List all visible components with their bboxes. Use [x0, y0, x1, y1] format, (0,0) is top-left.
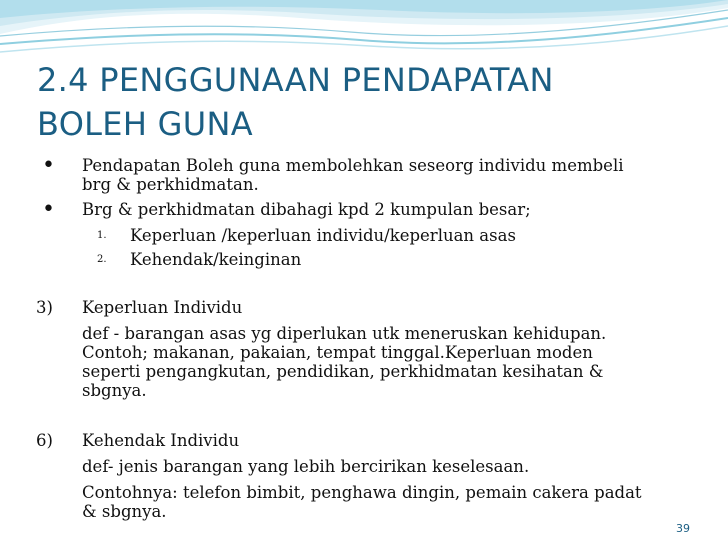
- list-number: 1.: [97, 230, 107, 241]
- section-line: seperti pengangkutan, pendidikan, perkhidmatan kesihatan &: [82, 362, 604, 381]
- slide-title: [37, 58, 677, 146]
- section-heading: Kehendak Individu: [82, 431, 240, 450]
- numbered-item-text: Kehendak/keinginan: [130, 250, 302, 269]
- bullet-text-line: Brg & perkhidmatan dibahagi kpd 2 kumpulan besar;: [82, 200, 531, 219]
- bullet-icon: •: [42, 153, 55, 178]
- section-line: Contoh; makanan, pakaian, tempat tinggal.Keperluan moden: [82, 343, 593, 362]
- title-line-2: BOLEH GUNA: [37, 105, 253, 143]
- section-line: & sbgnya.: [82, 502, 167, 521]
- section-line: sbgnya.: [82, 381, 147, 400]
- bullet-icon: •: [42, 197, 55, 222]
- section-marker: 3): [36, 298, 53, 317]
- section-marker: 6): [36, 431, 53, 450]
- section-line: Contohnya: telefon bimbit, penghawa dingin, pemain cakera padat: [82, 483, 642, 502]
- list-number: 2.: [97, 254, 107, 265]
- section-line: def - barangan asas yg diperlukan utk meneruskan kehidupan.: [82, 324, 607, 343]
- page-number: 39: [676, 522, 690, 535]
- bullet-text-line: Pendapatan Boleh guna membolehkan seseorg individu membeli: [82, 156, 624, 175]
- section-heading: Keperluan Individu: [82, 298, 243, 317]
- bullet-text-line: brg & perkhidmatan.: [82, 175, 259, 194]
- title-line-1: 2.4 PENGGUNAAN PENDAPATAN: [37, 61, 554, 99]
- numbered-item-text: Keperluan /keperluan individu/keperluan asas: [130, 226, 516, 245]
- section-line: def- jenis barangan yang lebih bercirikan keselesaan.: [82, 457, 530, 476]
